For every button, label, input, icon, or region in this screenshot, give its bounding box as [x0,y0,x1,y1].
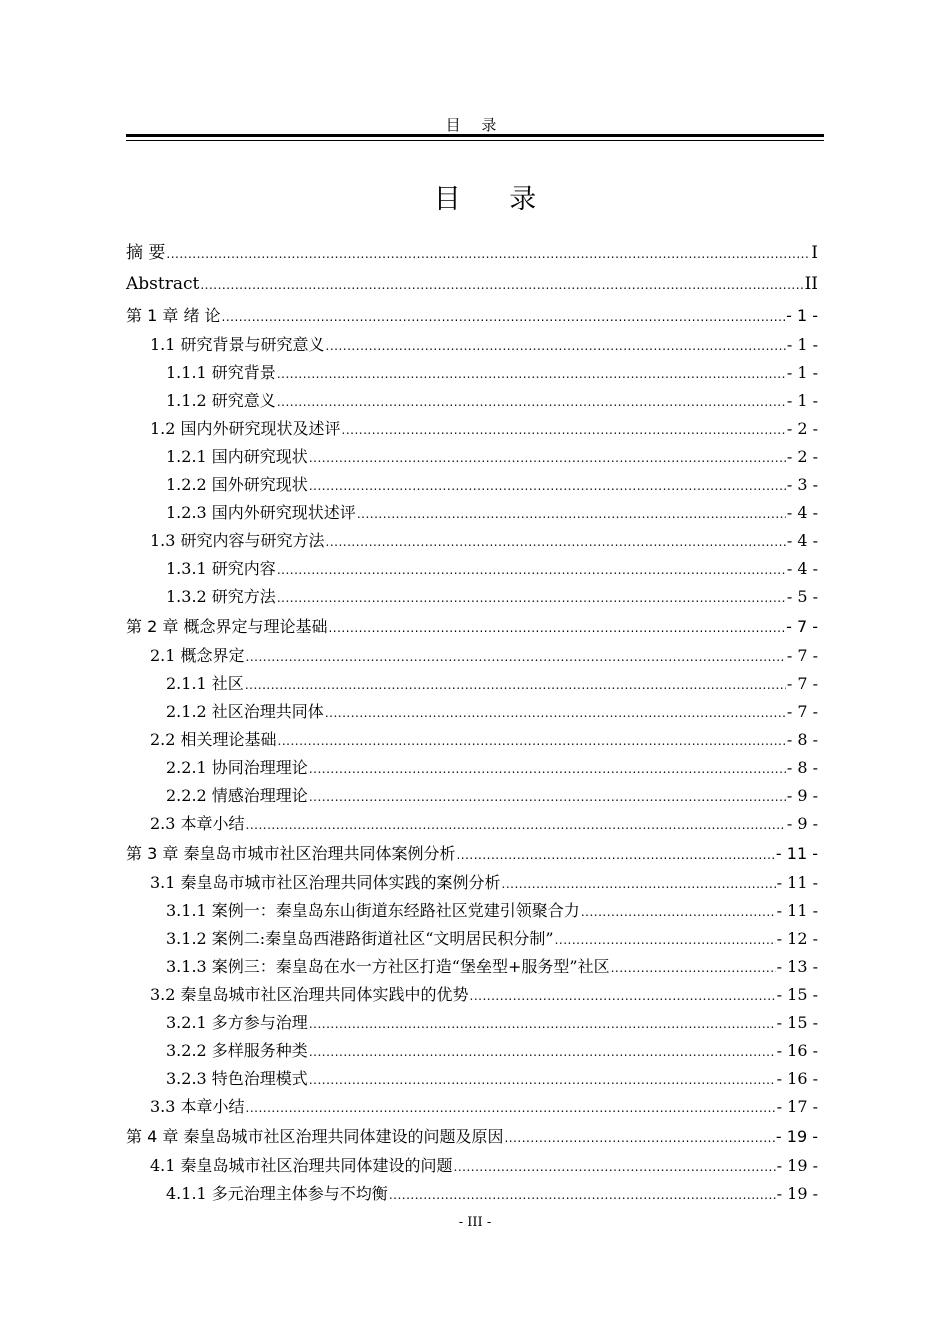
toc-entry[interactable] [126,359,818,387]
toc-entry[interactable] [126,838,818,869]
toc-entry-title: 2.2 相关理论基础 [150,730,277,749]
toc-entry-page: - 9 - [786,786,818,805]
toc-leader-dots [246,1094,776,1122]
toc-entry-title: 1.3.2 研究方法 [166,587,276,606]
toc-entry-page: - 13 - [776,957,818,976]
toc-leader-dots [325,699,786,727]
toc-entry-page: - 2 - [786,419,818,438]
toc-entry-title: 1.1.2 研究意义 [166,391,276,410]
toc-leader-dots [309,444,786,472]
table-of-contents [126,238,818,1208]
toc-entry-page: - 12 - [776,929,818,948]
toc-leader-dots [309,1038,776,1066]
toc-entry[interactable] [126,527,818,555]
toc-entry-page: - 15 - [776,1013,818,1032]
toc-entry-title: 第 4 章 秦皇岛城市社区治理共同体建设的问题及原因 [126,1127,504,1146]
toc-entry[interactable] [126,981,818,1009]
toc-entry-page: - 2 - [786,447,818,466]
toc-entry-title: 1.2.3 国内外研究现状述评 [166,503,356,522]
toc-leader-dots [246,811,786,839]
toc-entry[interactable] [126,925,818,953]
toc-entry[interactable] [126,642,818,670]
toc-leader-dots [277,388,786,416]
toc-leader-dots [357,500,786,528]
toc-entry-page: - 9 - [786,814,818,833]
toc-leader-dots [454,1153,776,1181]
toc-entry[interactable] [126,754,818,782]
toc-entry-title: 2.1.2 社区治理共同体 [166,702,324,721]
page-number: - III - [458,1215,492,1230]
toc-entry[interactable] [126,897,818,925]
running-header: 目 录 [445,116,505,134]
toc-entry-page: - 8 - [786,758,818,777]
toc-entry-page: - 11 - [775,844,818,863]
toc-entry-title: 1.3 研究内容与研究方法 [150,531,325,550]
toc-entry-title: 3.1.2 案例二:秦皇岛西港路街道社区“文明居民积分制” [166,929,554,948]
toc-entry[interactable] [126,583,818,611]
toc-entry[interactable] [126,670,818,698]
toc-entry-title: 3.1 秦皇岛市城市社区治理共同体实践的案例分析 [150,873,501,892]
toc-entry[interactable] [126,443,818,471]
toc-entry-title: 第 1 章 绪 论 [126,306,221,325]
toc-leader-dots [342,416,786,444]
toc-entry-page: - 11 - [776,873,818,892]
toc-entry-title: 第 2 章 概念界定与理论基础 [126,617,328,636]
toc-leader-dots [200,270,803,301]
toc-entry-page: - 1 - [786,391,818,410]
toc-entry-title: 3.2.1 多方参与治理 [166,1013,308,1032]
toc-entry-page: - 1 - [786,363,818,382]
toc-leader-dots [328,613,785,644]
toc-entry-title: 3.2.3 特色治理模式 [166,1069,308,1088]
toc-entry[interactable] [126,499,818,527]
toc-entry-title: 2.2.1 协同治理理论 [166,758,308,777]
toc-entry[interactable] [126,1093,818,1121]
toc-entry-page: - 16 - [776,1041,818,1060]
toc-entry-title: 摘 要 [126,243,166,263]
toc-entry[interactable] [126,1152,818,1180]
toc-entry-title: 2.2.2 情感治理理论 [166,786,308,805]
toc-entry-page: - 16 - [776,1069,818,1088]
toc-entry[interactable] [126,810,818,838]
header-rule [126,134,824,141]
toc-entry[interactable] [126,471,818,499]
toc-entry[interactable] [126,387,818,415]
toc-leader-dots [326,528,786,556]
toc-entry-page: - 1 - [786,335,818,354]
toc-leader-dots [389,1181,776,1209]
toc-entry-page: - 15 - [776,985,818,1004]
toc-leader-dots [611,954,776,982]
toc-leader-dots [246,643,786,671]
toc-entry-page: - 19 - [775,1127,818,1146]
toc-leader-dots [309,1066,776,1094]
toc-entry-title: 1.2.2 国外研究现状 [166,475,308,494]
toc-entry-page: - 5 - [786,587,818,606]
toc-entry-page: II [804,274,818,294]
toc-entry-title: 4.1 秦皇岛城市社区治理共同体建设的问题 [150,1156,453,1175]
toc-leader-dots [309,783,786,811]
toc-entry[interactable] [126,1037,818,1065]
toc-entry-page: - 4 - [786,559,818,578]
toc-entry-title: 3.1.3 案例三：秦皇岛在水一方社区打造“堡垒型+服务型”社区 [166,957,610,976]
toc-entry[interactable] [126,1065,818,1093]
toc-entry-page: - 7 - [786,646,818,665]
toc-entry-page: - 4 - [786,503,818,522]
toc-entry-page: - 7 - [786,702,818,721]
toc-entry[interactable] [126,415,818,443]
toc-title: 目 录 [433,184,557,215]
toc-entry-title: 2.1.1 社区 [166,674,244,693]
toc-leader-dots [504,1123,774,1154]
toc-entry[interactable] [126,869,818,897]
toc-entry-title: 3.1.1 案例一：秦皇岛东山街道东经路社区党建引领聚合力 [166,901,580,920]
toc-entry-page: - 17 - [776,1097,818,1116]
toc-leader-dots [222,302,786,333]
toc-leader-dots [277,584,786,612]
toc-leader-dots [309,1010,776,1038]
toc-entry[interactable] [126,726,818,754]
toc-leader-dots [278,727,786,755]
toc-entry-title: 1.1.1 研究背景 [166,363,276,382]
toc-entry-title: 4.1.1 多元治理主体参与不均衡 [166,1184,388,1203]
toc-leader-dots [456,840,774,871]
toc-leader-dots [326,332,786,360]
toc-entry-page: - 19 - [776,1156,818,1175]
toc-entry[interactable] [126,698,818,726]
toc-entry-page: - 7 - [786,674,818,693]
toc-entry-page: - 4 - [786,531,818,550]
toc-entry-title: 1.1 研究背景与研究意义 [150,335,325,354]
toc-entry-title: 2.3 本章小结 [150,814,245,833]
toc-entry-title: 3.3 本章小结 [150,1097,245,1116]
toc-entry-title: 1.3.1 研究内容 [166,559,276,578]
toc-entry[interactable] [126,1009,818,1037]
toc-entry[interactable] [126,238,818,269]
toc-leader-dots [555,926,776,954]
toc-entry-page: I [811,243,818,263]
toc-leader-dots [277,556,786,584]
toc-entry-title: 2.1 概念界定 [150,646,245,665]
toc-leader-dots [502,870,776,898]
toc-entry[interactable] [126,269,818,300]
toc-entry-title: Abstract [126,274,200,294]
toc-entry-title: 3.2 秦皇岛城市社区治理共同体实践中的优势 [150,985,469,1004]
toc-leader-dots [309,472,786,500]
toc-entry[interactable] [126,331,818,359]
toc-entry[interactable] [126,300,818,331]
toc-entry-title: 3.2.2 多样服务种类 [166,1041,308,1060]
toc-leader-dots [166,239,810,270]
toc-entry[interactable] [126,1180,818,1208]
toc-entry-page: - 1 - [786,306,818,325]
toc-entry[interactable] [126,555,818,583]
toc-entry-title: 1.2 国内外研究现状及述评 [150,419,341,438]
toc-entry-page: - 8 - [786,730,818,749]
toc-leader-dots [277,360,786,388]
toc-entry[interactable] [126,782,818,810]
toc-entry[interactable] [126,1121,818,1152]
toc-entry-page: - 11 - [776,901,818,920]
toc-entry[interactable] [126,953,818,981]
toc-entry-title: 1.2.1 国内研究现状 [166,447,308,466]
toc-entry-title: 第 3 章 秦皇岛市城市社区治理共同体案例分析 [126,844,456,863]
toc-leader-dots [581,898,776,926]
toc-leader-dots [245,671,786,699]
toc-entry-page: - 3 - [786,475,818,494]
toc-entry-page: - 7 - [786,617,818,636]
toc-entry-page: - 19 - [776,1184,818,1203]
toc-leader-dots [309,755,786,783]
toc-leader-dots [470,982,776,1010]
toc-entry[interactable] [126,611,818,642]
